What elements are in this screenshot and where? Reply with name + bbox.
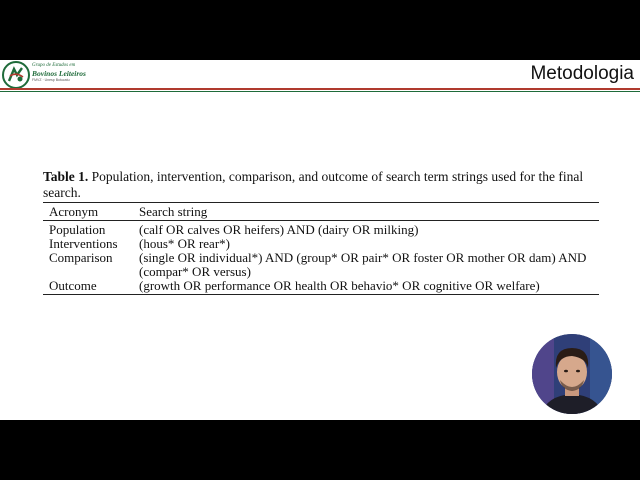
table-header-row bbox=[43, 203, 599, 221]
row-acronym: Outcome bbox=[49, 278, 97, 293]
slide-header bbox=[0, 60, 640, 90]
page-title: Metodologia bbox=[530, 63, 634, 84]
row-search-string: (growth OR performance OR health OR behavio* OR cognitive OR welfare) bbox=[139, 278, 540, 293]
table-row bbox=[43, 221, 599, 238]
presenter-webcam bbox=[532, 334, 612, 414]
table-caption bbox=[43, 169, 599, 201]
logo-text bbox=[32, 63, 98, 82]
table-row bbox=[43, 237, 599, 251]
table-row bbox=[43, 251, 599, 279]
row-search-string: (hous* OR rear*) bbox=[139, 236, 230, 251]
logo-line-2: Bovinos Leiteiros bbox=[32, 69, 86, 78]
header-acronym: Acronym bbox=[49, 204, 99, 219]
row-search-string: (calf OR calves OR heifers) AND (dairy OR milking) bbox=[139, 222, 419, 237]
pico-table-block bbox=[43, 169, 599, 295]
header-search-string: Search string bbox=[139, 204, 208, 219]
logo-line-1: Grupo de Estudos em bbox=[32, 63, 76, 68]
row-search-string: (single OR individual*) AND (group* OR pair* OR foster OR mother OR dam) AND (compar* OR versus) bbox=[139, 250, 587, 279]
row-acronym: Population bbox=[49, 222, 106, 237]
table-row bbox=[43, 279, 599, 295]
presenter-portrait-icon bbox=[532, 334, 612, 414]
table-caption-text: Population, intervention, comparison, and outcome of search term strings used for the final search. bbox=[43, 169, 584, 200]
search-terms-table bbox=[43, 202, 599, 295]
table-caption-label: Table 1. bbox=[43, 169, 89, 184]
group-logo bbox=[2, 61, 97, 89]
logo-line-3: FMVZ · Unesp Botucatu bbox=[32, 78, 70, 82]
row-acronym: Comparison bbox=[49, 250, 113, 265]
slide bbox=[0, 60, 640, 420]
row-acronym: Interventions bbox=[49, 236, 118, 251]
header-rule-red bbox=[0, 88, 640, 90]
header-rule-green bbox=[0, 91, 640, 92]
logo-emblem-icon bbox=[2, 61, 30, 89]
